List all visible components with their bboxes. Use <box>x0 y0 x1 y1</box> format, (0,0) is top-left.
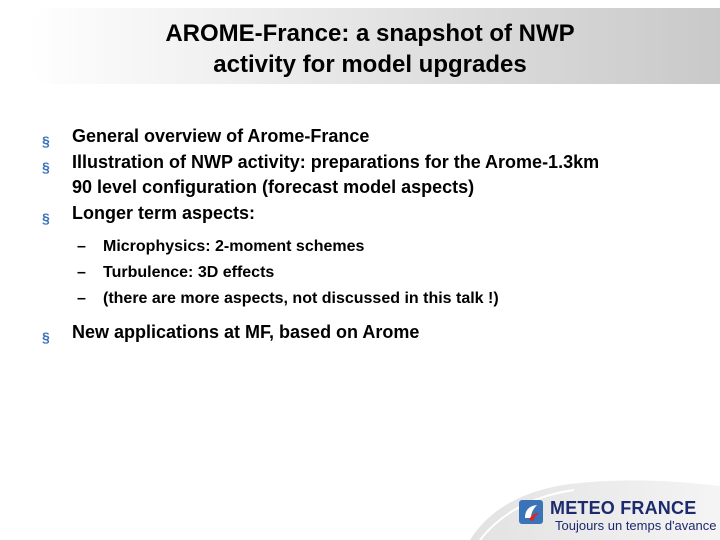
meteo-france-logo <box>470 478 720 540</box>
bullet-text: New applications at MF, based on Arome <box>72 322 420 342</box>
sub-bullet-item <box>0 234 720 260</box>
dash-marker-icon: – <box>77 290 86 307</box>
title-line-1: AROME-France: a snapshot of NWP <box>165 20 575 47</box>
bullet-text: 90 level configuration (forecast model aspects) <box>72 177 475 197</box>
dash-marker-icon: – <box>77 264 86 281</box>
sub-bullet-item <box>0 260 720 286</box>
bullet-marker-icon: § <box>42 329 50 345</box>
bullet-item <box>0 124 720 149</box>
bullet-text: Longer term aspects: <box>72 203 256 223</box>
sub-bullet-text: (there are more aspects, not discussed in this talk !) <box>103 290 499 307</box>
bullet-text: Illustration of NWP activity: preparations for the Arome-1.3km <box>72 152 600 172</box>
bullet-item <box>0 320 720 345</box>
dash-marker-icon: – <box>77 238 86 255</box>
bullet-marker-icon: § <box>42 210 50 226</box>
sub-bullet-text: Microphysics: 2-moment schemes <box>103 238 365 255</box>
sub-bullet-item <box>0 286 720 312</box>
slide-title <box>60 18 680 80</box>
slide-content <box>0 124 720 346</box>
bullet-marker-icon: § <box>42 133 50 149</box>
meteo-france-emblem-icon <box>519 500 543 524</box>
bullet-text: General overview of Arome-France <box>72 126 370 146</box>
logo-tagline: Toujours un temps d'avance <box>555 518 717 533</box>
logo-name: METEO FRANCE <box>550 498 697 518</box>
sub-bullet-list <box>0 234 720 312</box>
bullet-marker-icon: § <box>42 159 50 175</box>
bullet-item <box>0 150 720 200</box>
bullet-item <box>0 201 720 226</box>
sub-bullet-text: Turbulence: 3D effects <box>103 264 275 281</box>
title-line-2: activity for model upgrades <box>213 51 527 78</box>
